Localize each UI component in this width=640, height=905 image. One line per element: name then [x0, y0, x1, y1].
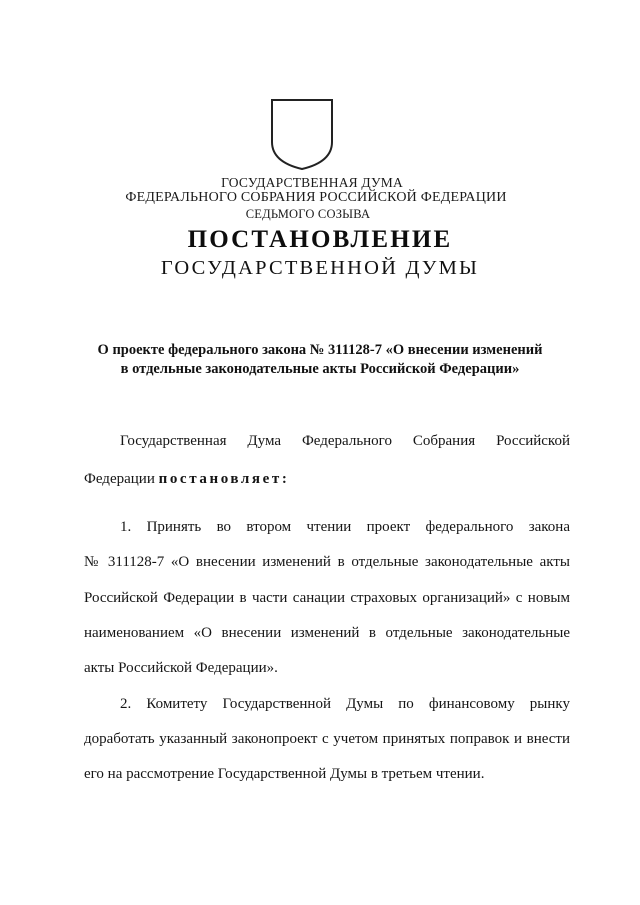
preamble-line-1: Государственная Дума Федерального Собрания Российской [120, 433, 570, 449]
preamble-line-2 [84, 471, 289, 488]
decree-word: постановляет: [158, 471, 290, 487]
paragraph-1-line-3: Российской Федерации в части санации страховых организаций» с новым [84, 590, 570, 606]
paragraph-2-line-3: его на рассмотрение Государственной Думы в третьем чтении. [84, 766, 485, 782]
document-title: ПОСТАНОВЛЕНИЕ [187, 226, 453, 253]
paragraph-2-line-1: 2. Комитету Государственной Думы по финансовому рынку [120, 696, 570, 712]
subject-line-2: в отдельные законодательные акты Российской Федерации» [120, 361, 520, 377]
header-line-3: СЕДЬМОГО СОЗЫВА [245, 207, 371, 221]
document-subject [0, 341, 640, 379]
header-line-2: ФЕДЕРАЛЬНОГО СОБРАНИЯ РОССИЙСКОЙ ФЕДЕРАЦИИ [125, 190, 507, 205]
paragraph-1-line-2: № 311128-7 «О внесении изменений в отдельные законодательные акты [84, 554, 570, 570]
subject-line-1: О проекте федерального закона № 311128-7 «О внесении изменений [97, 342, 543, 358]
paragraph-2-line-2: доработать указанный законопроект с учетом принятых поправок и внести [84, 731, 570, 747]
document-subtitle: ГОСУДАРСТВЕННОЙ ДУМЫ [160, 257, 480, 279]
preamble-line-2-start: Федерации [84, 471, 159, 487]
coat-of-arms-emblem [268, 96, 336, 172]
paragraph-1-line-5: акты Российской Федерации». [84, 660, 278, 676]
paragraph-1-line-1: 1. Принять во втором чтении проект федерального закона [120, 519, 570, 535]
header-line-1: ГОСУДАРСТВЕННАЯ ДУМА [221, 175, 403, 190]
paragraph-1-line-4: наименованием «О внесении изменений в отдельные законодательные [84, 625, 570, 641]
